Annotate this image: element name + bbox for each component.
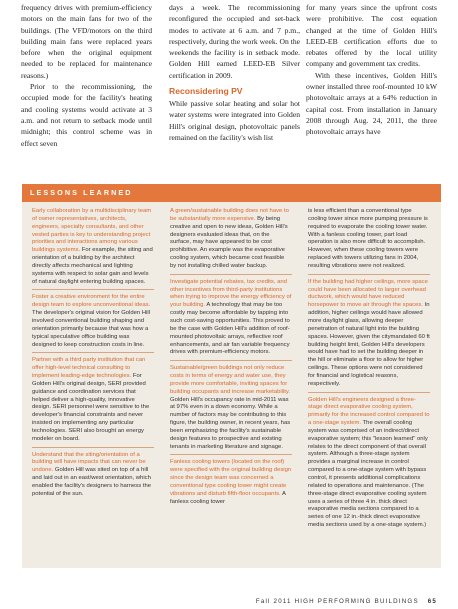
lesson-item [32,452,154,502]
lesson-item [32,294,154,353]
article-paragraph: With these incentives, Golden Hill's owner installed three roof-mounted 10 kW photovoltaic arrays at a 64% reduction in capital cost. From installation in January 2008 through Aug. 24, 2011, the three photovoltaic arrays have [306,70,437,137]
article-paragraph: While passive solar heating and solar hot water systems were integrated into Golden Hill's original design, photovoltaic panels remained on the facility's wish list [169,99,300,142]
lesson-item [308,208,430,275]
lesson-body: For Golden Hill's original design, SERI provided guidance and coordination services that helped deliver a high-quality, innovative design. SERI personnel were sensitive to the developer's financial constraints and never insisted on implementing any particular technologies. SERI also brought an energy modeler on board. [32,373,150,442]
lessons-column-1 [32,208,154,506]
lesson-body: The developer's original vision for Golden Hill involved conventional building shaping and orientation primarily because that was how a typical speculative office building was designed to keep construction costs in line. [32,310,151,348]
footer-publication: Fall 2011 HIGH PERFORMING BUILDINGS [255,598,419,605]
lesson-item [308,397,430,533]
article-column-1 [21,2,152,149]
lessons-learned-box [22,184,441,568]
lessons-column-2 [170,208,292,514]
lesson-body: The overall cooling system was comprised of an indirect/direct evaporative system; this "lesson learned" only relates to the direct component of that overall system. Although a three-stage system provides a marginal increase in control compared to a one-stage system with bypass control, it presents additional complications related to operations and maintenance. (The three-stage direct evaporative cooling system uses a series of three 4 in. thick direct evaporative media sections compared to a series of one 12 in.-thick direct evaporative media sections used by a one-stage system.) [308,420,428,529]
lesson-item [32,208,154,290]
article-paragraph: for many years since the upfront costs were prohibitive. The cost equation changed at the time of Golden Hill's LEED-EB certification efforts due to rebates offered by the local utility company and government tax credits. [306,3,437,69]
lesson-lead: A green/sustainable building does not have to be substantially more expensive. [170,208,289,222]
lesson-body: Golden Hill was sited on top of a hill and laid out in an east/west orientation, which enabled the facility's designers to harness the potential of the sun. [32,467,152,497]
lesson-item [170,279,292,361]
article-column-2 [169,2,300,143]
lesson-body: By being creative and open to new ideas, Golden Hill's designers evaluated ideas that, on the surface, may have appeared to be cost prohibitive. An example was the evaporative cooling system, which became cost feasible by not installing chilled water backup. [170,215,288,269]
lesson-item [308,279,430,393]
lesson-lead: Partner with a third party institution that can offer high-level technical consulting to implement leading-edge technologies. [32,357,146,380]
lesson-body: A fanless cooling tower [170,490,286,505]
article-paragraph: frequency drives with premium-efficiency motors on the main fans for two of the buildings. (The VFD/motors on the third building main fans were replaced years before when the original equipment needed to be replaced for maintenance reasons.) [21,3,152,80]
lesson-lead: Foster a creative environment for the entire design team to explore unconventional ideas. [32,294,151,309]
page-number: 65 [427,598,437,605]
section-subheading: Reconsidering PV [169,86,243,97]
lesson-body: For example, the siting and orientation of a building by the architect directly affects mechanical and lighting systems with respect to solar gain and levels of natural daylight entering building spaces. [32,247,153,285]
page-footer [0,598,437,605]
lesson-body: In addition, higher ceilings would have allowed more daylight glass, allowing deeper penetration of natural light into the building spaces. However, given the citymandated 60 ft building height limit, Golden Hill's developers would have had to set the building deeper in the hill or eliminate a floor to allow for higher ceilings. These options were not considered for financial and logistical reasons, respectively. [308,302,430,387]
lesson-lead: Golden Hill's engineers designed a three-stage direct evaporative cooling system, primarily for the increased control compared to a one-stage system. [308,396,430,427]
article-paragraph: Prior to the recommissioning, the occupied mode for the facility's heating and cooling systems would activate at 3 a.m. and not return to setback mode until midnight; this control scheme was in effect seven [21,82,152,148]
lesson-body: A technology that may be too costly may become affordable by tapping into such cost-saving opportunities. This proved to be the case with Golden Hill's addition of roof-mounted photovoltaic arrays, reflective roof enhancements, and air fan variable frequency drives with premium-efficiency motors. [170,302,290,356]
lesson-lead: Sustainable/green buildings not only reduce costs in terms of energy and water use, they provide more comfortable, inviting spaces for building occupants and increase marketability. [170,365,291,395]
lesson-item [170,459,292,509]
lesson-body: Golden Hill's occupancy rate in mid-2011 was at 97% even in a down economy. While a number of factors may be contributing to this figure, the building owner, in recent years, has been emphasizing the facility's sustainable design features to prospective and existing tenants in marketing literature and signage. [170,396,291,450]
lesson-lead: Understand that the siting/orientation of a building will have impacts that can never be undone. [32,451,146,474]
lesson-item [32,357,154,447]
lesson-lead: Investigate potential rebates, tax credits, and other incentives from third-party institutions when trying to improve the energy efficiency of your building. [170,278,292,309]
lesson-body: is less efficient than a conventional type cooling tower since more pumping pressure is required to evaporate the cooling tower water. With a fanless cooling tower, part load operation is also more difficult to accomplish. However, when these cooling towers were replaced with towers utilizing fans in 2004, resulting vibrations were not realized. [308,208,428,269]
lessons-column-3 [308,208,430,537]
lesson-lead: If the building had higher ceilings, more space could have been allocated to larger overhead ductwork, which would have reduced horsepower to move air through the spaces. [308,278,428,309]
article-paragraph: days a week. The recommissioning reconfigured the occupied and set-back modes to activate at 6 a.m. and 7 p.m., respectively, during the work week. On the weekends the facility is in setback mode. Golden Hill earned LEED-EB Silver certification in 2009. [169,3,300,80]
lesson-item [170,208,292,275]
lesson-lead: Early collaboration by a multidisciplinary team of owner representatives, architects, engineers, specialty consultants, and other vested parties is key to understanding project priorities and interactions among various buildings systems. [32,208,152,254]
lessons-learned-header: LESSONS LEARNED [22,184,441,202]
lesson-item [170,365,292,455]
lesson-lead: Fanless cooling towers (located on the roof) were specified with the original building design since the design team was concerned a conventional type cooling tower might create vibrations and disturb fifth-floor occupants. [170,459,292,497]
article-column-3 [306,2,437,138]
